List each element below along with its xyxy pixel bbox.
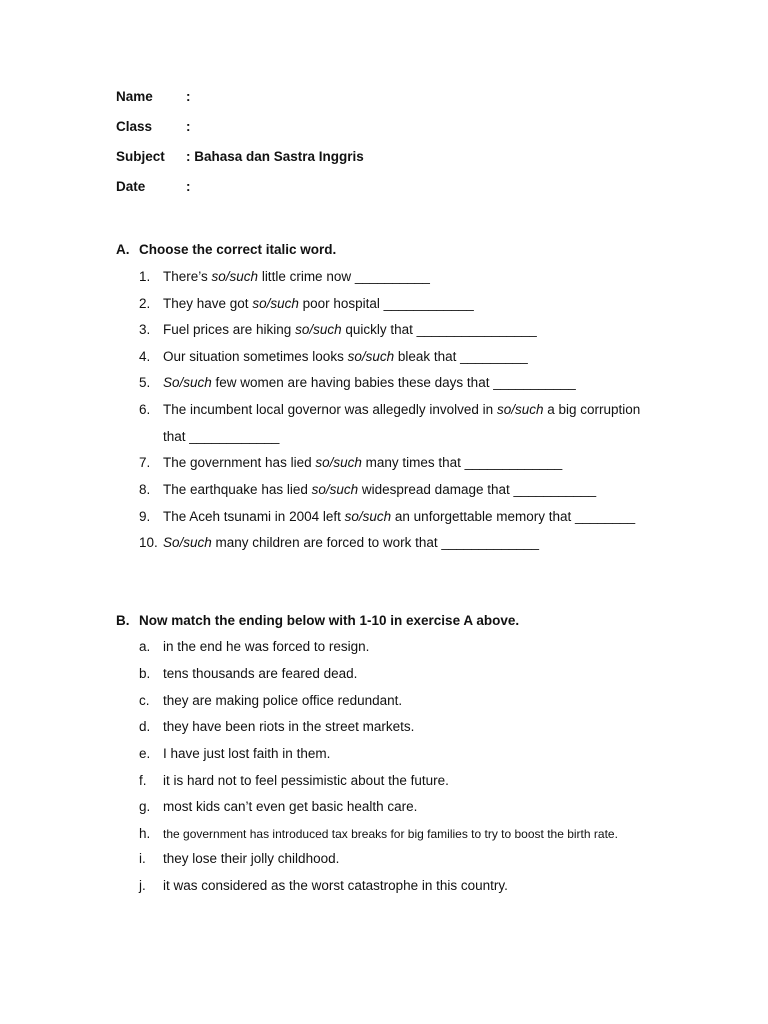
exercise-b-item — [139, 826, 709, 841]
exercise-b-item — [139, 799, 709, 814]
item-letter: a. — [139, 639, 151, 654]
exercise-a-item — [139, 296, 709, 311]
item-italic-choice: so/such — [315, 455, 362, 470]
item-text-after: little crime now __________ — [258, 269, 430, 284]
item-number: 4. — [139, 349, 151, 364]
name-colon: : — [186, 89, 191, 104]
item-text: they have been riots in the street markets. — [163, 719, 415, 734]
exercise-a-item — [139, 482, 709, 497]
exercise-a-item — [139, 269, 709, 284]
exercise-a-item — [139, 509, 709, 524]
class-colon: : — [186, 119, 191, 134]
item-text: it is hard not to feel pessimistic about the future. — [163, 773, 449, 788]
item-italic-choice: so/such — [496, 402, 544, 417]
item-continuation: that ____________ — [163, 429, 280, 444]
section-b-letter: B. — [116, 613, 130, 628]
item-italic-choice: so/such — [211, 269, 259, 284]
date-label: Date — [116, 179, 146, 194]
item-italic-choice: so/such — [311, 482, 359, 497]
name-label: Name — [116, 89, 153, 104]
item-text-after: widespread damage that ___________ — [358, 482, 597, 497]
item-letter: d. — [139, 719, 151, 734]
item-letter: h. — [139, 826, 151, 841]
item-text: in the end he was forced to resign. — [163, 639, 370, 654]
item-italic-choice: so/such — [347, 349, 395, 364]
item-number: 5. — [139, 375, 151, 390]
exercise-a-item — [139, 375, 709, 390]
exercise-b-item — [139, 719, 709, 734]
item-text-before: There’s — [163, 269, 212, 284]
exercise-b-item — [139, 851, 709, 866]
item-text-after: many times that _____________ — [361, 455, 563, 470]
exercise-b-item — [139, 693, 709, 708]
exercise-b-item — [139, 639, 709, 654]
subject-field — [116, 149, 364, 164]
exercise-b-item — [139, 746, 709, 761]
subject-value: Bahasa dan Sastra Inggris — [190, 149, 364, 164]
exercise-a-item — [139, 535, 709, 550]
subject-label: Subject — [116, 149, 165, 164]
name-field — [116, 89, 191, 104]
item-text: I have just lost faith in them. — [163, 746, 331, 761]
item-letter: g. — [139, 799, 151, 814]
exercise-b-item — [139, 878, 709, 893]
item-text: they lose their jolly childhood. — [163, 851, 340, 866]
section-a-title: Choose the correct italic word. — [139, 242, 337, 257]
subject-colon: : — [186, 149, 191, 164]
item-italic-choice: So/such — [163, 375, 212, 390]
item-text-before: The Aceh tsunami in 2004 left — [163, 509, 345, 524]
section-a-letter: A. — [116, 242, 130, 257]
item-text: it was considered as the worst catastrophe in this country. — [163, 878, 508, 893]
item-letter: i. — [139, 851, 146, 866]
class-field — [116, 119, 191, 134]
item-text-after: a big corruption — [543, 402, 641, 417]
item-text: most kids can’t even get basic health care. — [163, 799, 418, 814]
exercise-a-item — [139, 322, 709, 337]
item-text-after: bleak that _________ — [394, 349, 528, 364]
item-letter: e. — [139, 746, 151, 761]
item-number: 2. — [139, 296, 151, 311]
date-colon: : — [186, 179, 191, 194]
item-text: the government has introduced tax breaks for big families to try to boost the birth rate. — [163, 827, 618, 841]
item-number: 3. — [139, 322, 151, 337]
item-text-before: The government has lied — [163, 455, 316, 470]
item-italic-choice: so/such — [295, 322, 342, 337]
item-text-after: few women are having babies these days that ___________ — [211, 375, 576, 390]
item-text: tens thousands are feared dead. — [163, 666, 358, 681]
item-italic-choice: so/such — [252, 296, 299, 311]
exercise-a-item — [139, 349, 709, 364]
item-letter: j. — [139, 878, 146, 893]
item-number: 8. — [139, 482, 151, 497]
exercise-a-item — [139, 402, 709, 444]
item-text-after: quickly that ________________ — [341, 322, 537, 337]
item-letter: c. — [139, 693, 150, 708]
item-text-after: many children are forced to work that _____________ — [211, 535, 539, 550]
item-text-before: They have got — [163, 296, 253, 311]
section-b-heading — [116, 613, 519, 628]
class-label: Class — [116, 119, 153, 134]
section-b-title: Now match the ending below with 1-10 in exercise A above. — [139, 613, 520, 628]
item-text-before: The earthquake has lied — [163, 482, 312, 497]
section-a-heading — [116, 242, 336, 257]
item-text-after: poor hospital ____________ — [298, 296, 474, 311]
date-field — [116, 179, 191, 194]
exercise-b-item — [139, 773, 709, 788]
item-letter: f. — [139, 773, 147, 788]
exercise-b-item — [139, 666, 709, 681]
item-text-before: Our situation sometimes looks — [163, 349, 348, 364]
item-number: 10. — [139, 535, 158, 550]
item-text: they are making police office redundant. — [163, 693, 403, 708]
item-italic-choice: so/such — [344, 509, 392, 524]
item-text-before: The incumbent local governor was allegedly involved in — [163, 402, 497, 417]
item-text-after: an unforgettable memory that ________ — [391, 509, 636, 524]
item-number: 1. — [139, 269, 151, 284]
item-number: 7. — [139, 455, 151, 470]
item-text-before: Fuel prices are hiking — [163, 322, 296, 337]
exercise-a-item — [139, 455, 709, 470]
item-number: 9. — [139, 509, 151, 524]
item-letter: b. — [139, 666, 151, 681]
item-number: 6. — [139, 402, 151, 417]
item-italic-choice: So/such — [163, 535, 212, 550]
